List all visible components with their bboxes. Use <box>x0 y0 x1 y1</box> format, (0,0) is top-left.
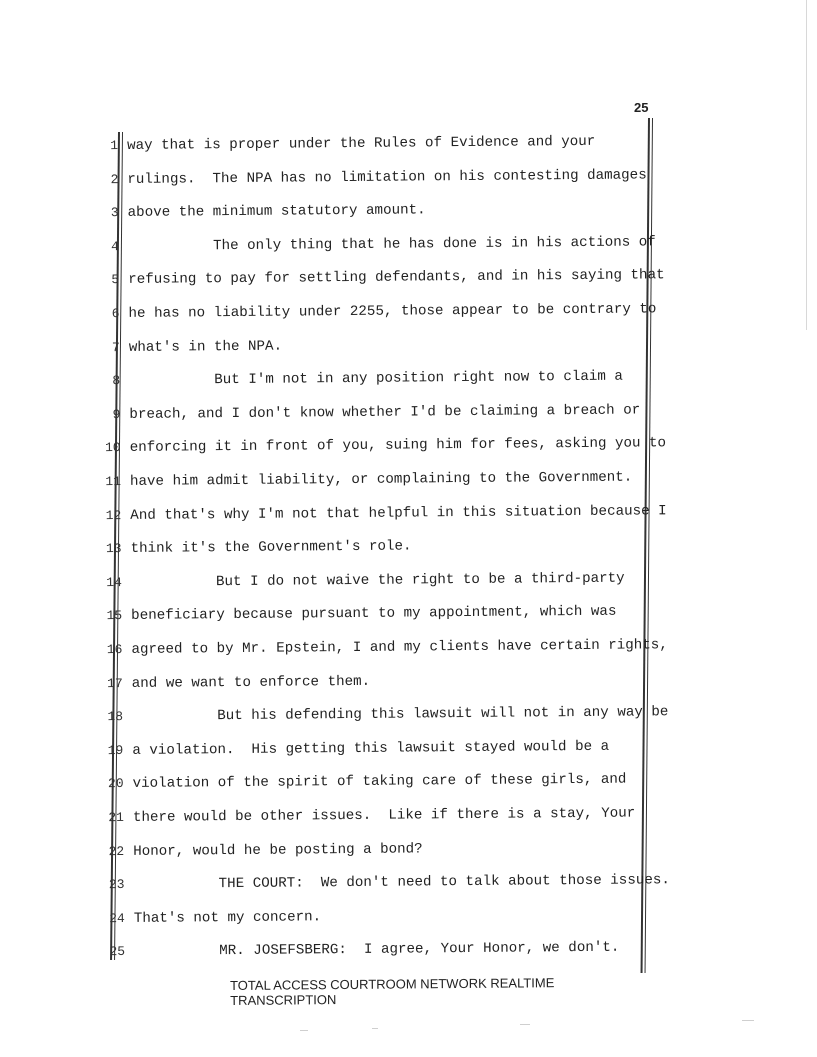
scan-noise <box>520 1024 530 1025</box>
line-number: 21 <box>108 809 124 826</box>
line-number: 12 <box>105 507 122 523</box>
line-text: enforcing it in front of you, suing him for fees, asking you to <box>129 435 667 457</box>
transcript-line <box>3 531 817 562</box>
line-text: agreed to by Mr. Epstein, I and my clients have certain rights, <box>131 637 668 658</box>
scan-noise <box>372 1028 378 1029</box>
transcript-line <box>6 766 817 797</box>
transcript-line <box>7 934 817 965</box>
line-number: 9 <box>112 406 121 422</box>
line-number: 11 <box>105 474 122 490</box>
line-text: way that is proper under the Rules of Evidence and your <box>126 133 596 154</box>
line-text: But I do not waive the right to be a third-party <box>130 570 625 591</box>
transcript-line <box>0 128 817 159</box>
transcript-footer: TOTAL ACCESS COURTROOM NETWORK REALTIME TRANSCRIPTION <box>230 975 555 1008</box>
line-number: 20 <box>107 776 124 792</box>
transcript-line <box>1 296 817 327</box>
line-number: 19 <box>107 742 124 758</box>
line-text: rulings. The NPA has no limitation on his contesting damages <box>127 166 647 188</box>
transcript-line <box>5 665 817 696</box>
line-number: 5 <box>111 272 120 288</box>
transcript-line <box>2 397 817 428</box>
page-number: 25 <box>634 100 649 115</box>
line-text: a violation. His getting this lawsuit stayed would be a <box>132 738 610 759</box>
line-text: beneficiary because pursuant to my appointment, which was <box>131 604 617 625</box>
transcript-line <box>4 565 817 596</box>
line-text: there would be other issues. Like if there is a stay, Your <box>132 805 636 826</box>
line-text: and we want to enforce them. <box>131 673 371 692</box>
line-number: 22 <box>108 843 125 859</box>
line-number: 25 <box>109 944 126 960</box>
line-text: But I'm not in any position right now to claim a <box>129 368 623 390</box>
line-text: think it's the Government's role. <box>130 538 412 558</box>
transcript-line <box>3 430 817 461</box>
line-number: 15 <box>106 608 123 624</box>
line-number: 13 <box>105 541 122 557</box>
line-text: But his defending this lawsuit will not in any way be <box>131 704 669 726</box>
transcript-line <box>6 867 817 898</box>
line-number: 24 <box>109 910 125 926</box>
line-text: refusing to pay for settling defendants, and in his saying that <box>128 267 665 289</box>
line-text: That's not my concern. <box>133 909 322 927</box>
line-number: 8 <box>112 373 121 389</box>
transcript-line <box>6 800 817 831</box>
line-number: 16 <box>106 641 123 658</box>
line-number: 17 <box>107 675 123 691</box>
scan-noise <box>742 1020 754 1021</box>
transcript-line <box>3 464 817 495</box>
transcript-line <box>4 598 817 629</box>
line-number: 14 <box>106 574 122 590</box>
line-number: 6 <box>111 306 120 322</box>
line-number: 3 <box>110 205 119 221</box>
line-text: The only thing that he has done is in his actions of <box>127 234 656 255</box>
line-text: what's in the NPA. <box>128 338 283 356</box>
line-text: Honor, would he be posting a bond? <box>133 840 423 860</box>
line-text: MR. JOSEFSBERG: I agree, Your Honor, we don't. <box>134 940 620 961</box>
line-text: above the minimum statutory amount. <box>127 202 426 222</box>
line-number: 1 <box>110 138 119 154</box>
line-number: 23 <box>108 877 125 893</box>
transcript-line <box>5 699 817 730</box>
transcript-line <box>1 195 817 226</box>
line-number: 18 <box>107 709 124 725</box>
line-text: have him admit liability, or complaining to the Government. <box>129 469 633 490</box>
transcript-line <box>1 262 817 293</box>
line-text: And that's why I'm not that helpful in this situation because I <box>130 502 667 524</box>
line-text: breach, and I don't know whether I'd be claiming a breach or <box>129 402 641 423</box>
transcript-line <box>7 901 817 932</box>
line-text: THE COURT: We don't need to talk about those issues. <box>133 872 670 894</box>
transcript-line <box>0 162 817 193</box>
scan-noise <box>300 1030 308 1031</box>
transcript-line <box>2 363 817 394</box>
transcript-line <box>4 632 817 663</box>
transcript-line <box>2 330 817 361</box>
line-number: 7 <box>111 339 120 355</box>
transcript-line <box>3 497 817 528</box>
transcript-line <box>6 833 817 864</box>
transcript-line <box>5 733 817 764</box>
line-text: he has no liability under 2255, those appear to be contrary to <box>128 301 657 322</box>
line-number: 2 <box>110 171 119 187</box>
line-number: 4 <box>111 238 119 254</box>
line-text: violation of the spirit of taking care of these girls, and <box>132 771 627 793</box>
line-number: 10 <box>105 440 121 456</box>
transcript-line <box>1 229 817 260</box>
